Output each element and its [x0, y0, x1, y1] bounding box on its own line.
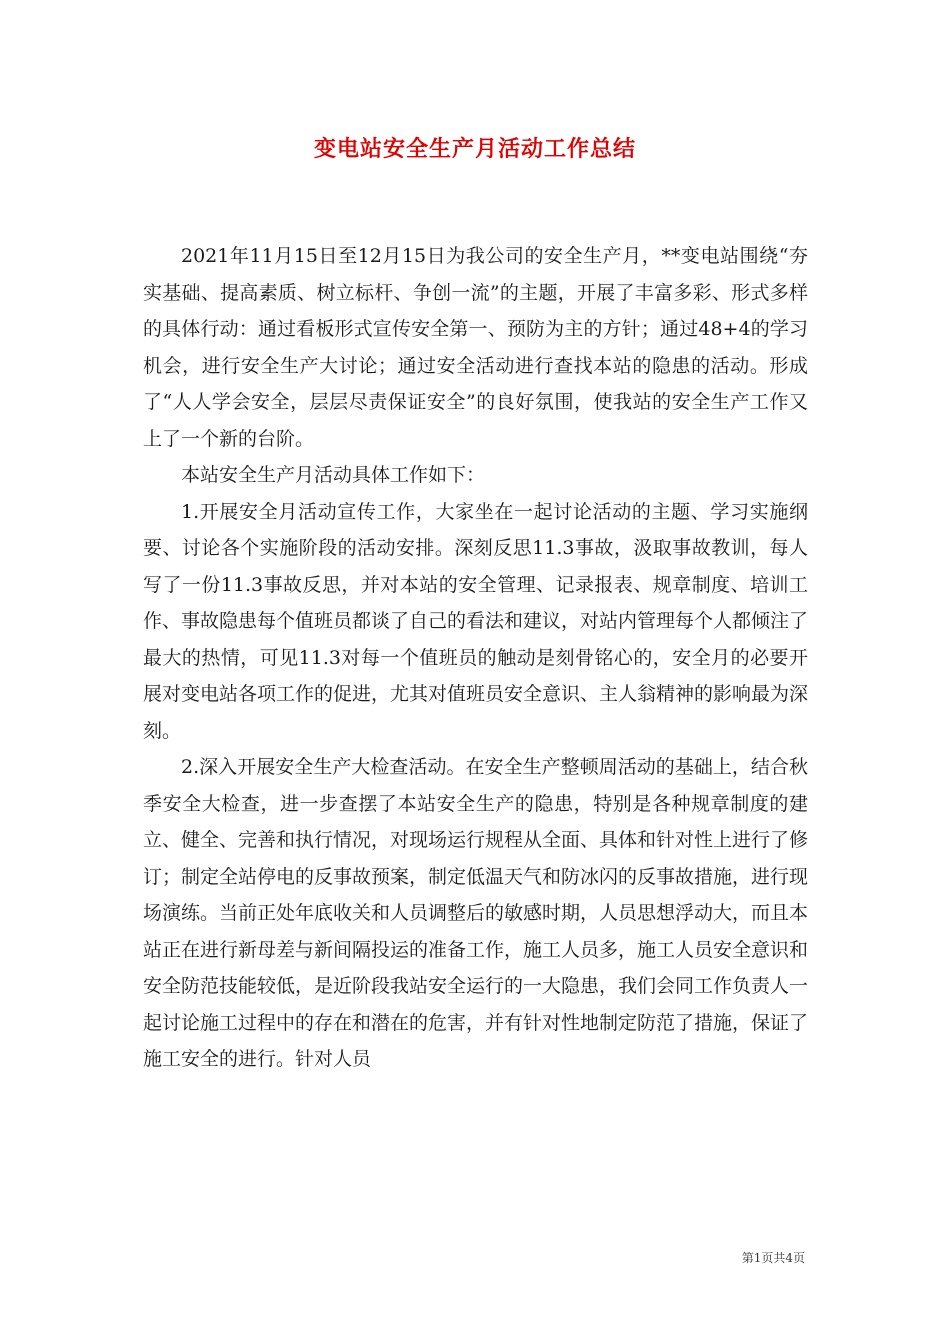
document-body: [143, 238, 808, 1078]
page-number-footer: 第1页共4页: [741, 1251, 805, 1265]
paragraph-item-2: 2.深入开展安全生产大检查活动。在安全生产整顿周活动的基础上，结合秋季安全大检查，进一步查摆了本站安全生产的隐患，特别是各种规章制度的建立、健全、完善和执行情况，对现场运行规程从全面、具体和针对性上进行了修订；制定全站停电的反事故预案，制定低温天气和防冰闪的反事故措施，进行现场演练。当前正处年底收关和人员调整后的敏感时期，人员思想浮动大，而且本站正在进行新母差与新间隔投运的准备工作，施工人员多，施工人员安全意识和安全防范技能较低，是近阶段我站安全运行的一大隐患，我们会同工作负责人一起讨论施工过程中的存在和潜在的危害，并有针对性地制定防范了措施，保证了施工安全的进行。针对人员: [143, 756, 809, 1070]
paragraph-item-1: 1.开展安全月活动宣传工作，大家坐在一起讨论活动的主题、学习实施纲要、讨论各个实施阶段的活动安排。深刻反思11.3事故，汲取事故教训，每人写了一份11.3事故反思，并对本站的安全管理、记录报表、规章制度、培训工作、事故隐患每个值班员都谈了自己的看法和建议，对站内管理每个人都倾注了最大的热情，可见11.3对每一个值班员的触动是刻骨铭心的，安全月的必要开展对变电站各项工作的促进，尤其对值班员安全意识、主人翁精神的影响最为深刻。: [143, 500, 809, 742]
paragraph-overview: 本站安全生产月活动具体工作如下：: [181, 464, 486, 486]
document-title: 变电站安全生产月活动工作总结: [313, 136, 636, 162]
paragraph-intro: 2021年11月15日至12月15日为我公司的安全生产月，**变电站围绕“夯实基础、提高素质、树立标杆、争创一流”的主题，开展了丰富多彩、形式多样的具体行动：通过看板形式宣传安全第一、预防为主的方针；通过48+4的学习机会，进行安全生产大讨论；通过安全活动进行查找本站的隐患的活动。形成了“人人学会安全，层层尽责保证安全”的良好氛围，使我站的安全生产工作又上了一个新的台阶。: [143, 245, 808, 450]
